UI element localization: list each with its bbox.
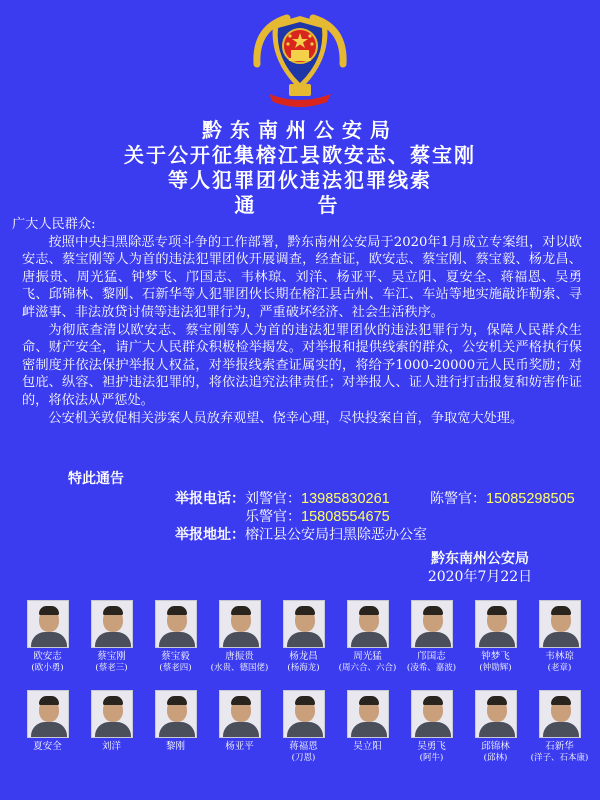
suspect-name: 蔡宝刚	[97, 651, 126, 662]
suspect-photo	[219, 690, 261, 738]
suspect-name: 杨亚平	[225, 741, 254, 752]
suspect-card	[276, 600, 331, 674]
suspect-alias: (老章)	[547, 663, 572, 673]
notice-body	[12, 216, 582, 427]
contact-block	[175, 490, 595, 544]
suspect-name: 刘洋	[101, 741, 121, 752]
suspect-photo	[539, 600, 581, 648]
suspect-name: 钟梦飞	[481, 651, 510, 662]
phone-label: 举报电话：	[175, 491, 245, 507]
suspect-card	[340, 690, 395, 753]
officer-name: 陈警官：	[430, 491, 486, 507]
suspect-photo	[27, 600, 69, 648]
suspect-photo	[475, 690, 517, 738]
suspect-card	[532, 600, 587, 674]
suspect-name: 黎刚	[165, 741, 185, 752]
suspect-card	[468, 600, 523, 674]
suspect-photo	[347, 690, 389, 738]
suspect-photo	[91, 690, 133, 738]
suspect-alias: (欧小勇)	[31, 663, 64, 673]
suspect-name: 吴勇飞	[417, 741, 446, 752]
contact-address-row	[175, 526, 595, 544]
officer-name: 刘警官：	[245, 491, 301, 507]
closing-text: 特此通告	[68, 471, 124, 487]
suspect-card	[84, 690, 139, 753]
suspect-alias: (凌希、嘉波)	[406, 663, 457, 673]
suspect-photo	[219, 600, 261, 648]
suspect-name: 杨龙昌	[289, 651, 318, 662]
suspect-card	[212, 600, 267, 674]
suspect-photo	[539, 690, 581, 738]
suspect-photo	[411, 600, 453, 648]
suspect-alias: (蔡老四)	[159, 663, 192, 673]
address-label: 举报地址：	[175, 527, 245, 543]
suspect-photo	[155, 690, 197, 738]
contact-phone-row	[175, 508, 595, 526]
suspect-name: 蒋福恩	[289, 741, 318, 752]
salutation: 广大人民群众:	[12, 217, 96, 232]
suspect-name: 吴立阳	[353, 741, 382, 752]
suspect-photo	[155, 600, 197, 648]
suspect-card	[212, 690, 267, 753]
suspect-alias: (周六合、六合)	[338, 663, 397, 673]
suspect-card	[148, 600, 203, 674]
phone-number[interactable]: 15808554675	[301, 509, 390, 525]
suspect-alias: (刀恩)	[291, 753, 316, 763]
suspect-card	[468, 690, 523, 764]
paragraph-surrender: 公安机关敦促相关涉案人员放弃观望、侥幸心理，尽快投案自首，争取宽大处理。	[48, 410, 524, 426]
suspect-photo	[283, 690, 325, 738]
suspect-name: 夏安全	[33, 741, 62, 752]
suspect-card	[276, 690, 331, 764]
suspect-card	[148, 690, 203, 753]
suspect-alias: (水贵、德国佬)	[210, 663, 269, 673]
suspect-alias: (杨海龙)	[287, 663, 320, 673]
issuer-name: 黔东南州公安局	[431, 551, 529, 567]
suspect-name: 邝国志	[417, 651, 446, 662]
agency-title: 黔东南州公安局	[202, 118, 398, 142]
suspect-card	[20, 690, 75, 753]
suspect-name: 周光猛	[353, 651, 382, 662]
suspect-photo	[283, 600, 325, 648]
phone-number[interactable]: 13985830261	[301, 491, 390, 507]
notice-title-block	[0, 118, 600, 218]
contact-phone-row	[175, 490, 595, 508]
suspect-name: 邱锦林	[481, 741, 510, 752]
suspect-card	[84, 600, 139, 674]
suspect-alias: (阿牛)	[419, 753, 444, 763]
suspect-photo	[91, 600, 133, 648]
paragraph-investigation: 按照中央扫黑除恶专项斗争的工作部署，黔东南州公安局于2020年1月成立专案组，对以欧安志、蔡宝刚等人为首的违法犯罪团伙开展调查，经查证，欧安志、蔡宝刚、蔡宝毅、杨龙昌、唐振贵、周光猛、钟梦飞、邝国志、韦林琼、刘洋、杨亚平、吴立阳、夏安全、蒋福恩、吴勇飞、邱锦林、黎刚、石新华等人犯罪团伙长期在榕江县古州、车江、车站等地实施敲诈勒索、寻衅滋事、非法放贷讨债等违法犯罪行为，严重破坏经济、社会生活秩序。	[22, 234, 582, 320]
issue-date: 2020年7月22日	[427, 569, 533, 585]
suspect-photo	[475, 600, 517, 648]
suspect-name: 唐振贵	[225, 651, 254, 662]
suspect-photo	[411, 690, 453, 738]
suspect-name: 欧安志	[33, 651, 62, 662]
phone-number[interactable]: 15085298505	[486, 491, 575, 507]
suspect-name: 石新华	[545, 741, 574, 752]
suspect-card	[404, 690, 459, 764]
suspect-alias: (洋子、石本康)	[530, 753, 589, 763]
suspect-photo	[27, 690, 69, 738]
officer-name: 乐警官：	[245, 509, 301, 525]
suspect-card	[404, 600, 459, 674]
police-emblem-icon	[245, 6, 355, 110]
suspect-alias: (钟勋辉)	[479, 663, 512, 673]
notice-heading: 通 告	[234, 193, 366, 217]
paragraph-reward: 为彻底查清以欧安志、蔡宝刚等人为首的违法犯罪团伙的违法犯罪行为，保障人民群众生命、财产安全，请广大人民群众积极检举揭发。对举报和提供线索的群众，公安机关严格执行保密制度并依法保护举报人权益，对举报线索查证属实的，将给予1000-20000元人民币奖励；对包庇、纵容、袒护违法犯罪的，将依法追究法律责任；对举报人、证人进行打击报复和妨害作证的，将依法从严惩处。	[22, 322, 582, 408]
suspect-card	[340, 600, 395, 674]
suspect-alias: (邱林)	[483, 753, 508, 763]
suspect-card	[532, 690, 587, 764]
subject-title-line-2: 等人犯罪团伙违法犯罪线索	[168, 168, 432, 192]
signature-block	[400, 550, 560, 586]
suspect-photo	[347, 600, 389, 648]
suspect-card	[20, 600, 75, 674]
suspect-name: 韦林琼	[545, 651, 574, 662]
suspect-name: 蔡宝毅	[161, 651, 190, 662]
subject-title-line-1: 关于公开征集榕江县欧安志、蔡宝刚	[124, 143, 476, 167]
suspect-alias: (蔡老三)	[95, 663, 128, 673]
report-address: 榕江县公安局扫黑除恶办公室	[245, 527, 427, 543]
